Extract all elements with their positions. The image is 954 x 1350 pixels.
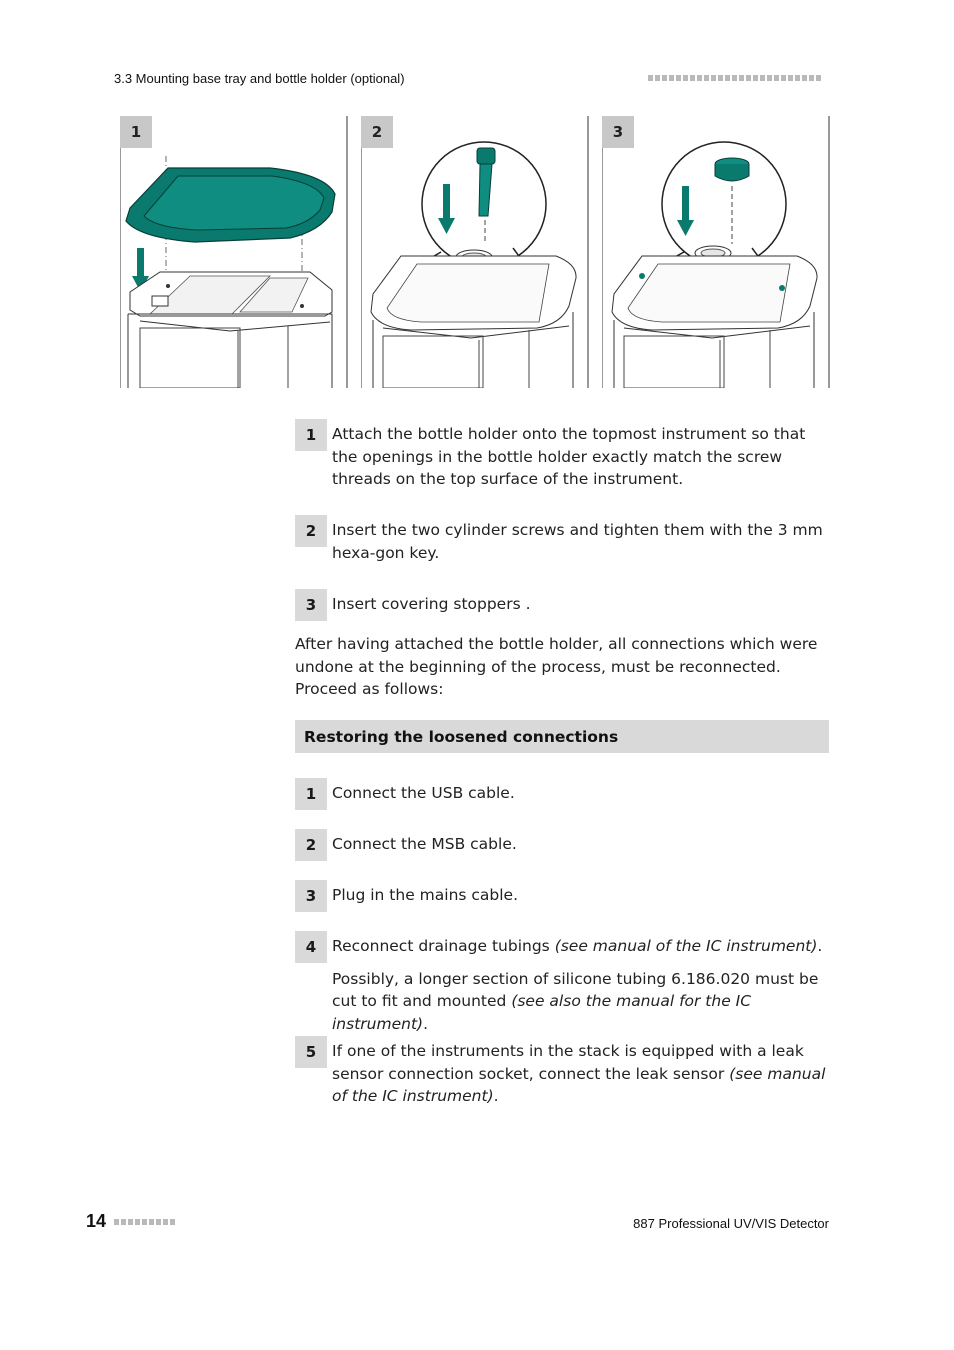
- step-item: [295, 931, 829, 1035]
- step-number: 1: [295, 778, 327, 810]
- illustration-covering-stoppers: [602, 116, 830, 388]
- step-text-tail: .: [817, 937, 823, 955]
- step-text: Insert the two cylinder screws and tighten them with the 3 mm hexa-gon key.: [332, 521, 823, 562]
- step-text: [332, 935, 829, 958]
- step-item: [295, 419, 829, 491]
- manual-reference: (see manual of the IC instrument): [332, 1064, 826, 1105]
- step-note: [332, 968, 829, 1036]
- step-item: [295, 515, 829, 564]
- section-heading: [295, 720, 829, 753]
- figure-panel-1: [120, 116, 348, 388]
- step-note-tail: .: [423, 1014, 428, 1033]
- step-item: [295, 589, 829, 621]
- step-number: 2: [295, 829, 327, 861]
- body-paragraph: After having attached the bottle holder, all connections which were undone at the beginning of the process, must be reconnected. Proceed as follows:: [295, 635, 818, 698]
- step-text: Connect the MSB cable.: [332, 835, 517, 853]
- page-number: 14: [86, 1211, 107, 1231]
- figure-panel-2: [361, 116, 589, 388]
- step-number: 4: [295, 931, 327, 963]
- figure-label: 2: [361, 116, 393, 148]
- step-item: [295, 880, 829, 912]
- step-text-main: Reconnect drainage tubings: [332, 937, 550, 955]
- running-header: 3.3 Mounting base tray and bottle holder (optional): [114, 71, 405, 86]
- step-number: 3: [295, 589, 327, 621]
- footer-decoration: [114, 1219, 175, 1225]
- step-text: Plug in the mains cable.: [332, 886, 519, 904]
- step-text: Insert covering stoppers .: [332, 595, 531, 613]
- step-text-main: If one of the instruments in the stack is equipped with a leak sensor connection socket, connect the leak sensor: [332, 1042, 804, 1083]
- step-item: [295, 829, 829, 861]
- step-text-tail: .: [493, 1087, 499, 1105]
- step-item: [295, 1036, 829, 1108]
- step-number: 3: [295, 880, 327, 912]
- product-name: 887 Professional UV/VIS Detector: [633, 1216, 829, 1231]
- figure-label: 1: [120, 116, 152, 148]
- step-text: Connect the USB cable.: [332, 784, 515, 802]
- figure-label: 3: [602, 116, 634, 148]
- step-number: 5: [295, 1036, 327, 1068]
- step-item: [295, 778, 829, 810]
- step-number: 2: [295, 515, 327, 547]
- illustration-attach-holder: [120, 116, 348, 388]
- figure-panel-3: [602, 116, 830, 388]
- step-note-main: Possibly, a longer section of silicone tubing 6.186.020 must be cut to fit and mounted: [332, 969, 819, 1010]
- step-number: 1: [295, 419, 327, 451]
- manual-reference: (see also the manual for the IC instrument): [332, 992, 752, 1033]
- manual-reference: (see manual of the IC instrument): [554, 937, 818, 955]
- step-text: [332, 1040, 829, 1108]
- section-title: Restoring the loosened connections: [304, 727, 619, 746]
- header-decoration: [648, 75, 821, 81]
- illustration-insert-screws: [361, 116, 589, 388]
- step-text: Attach the bottle holder onto the topmost instrument so that the openings in the bottle holder exactly match the screw threads on the top surface of the instrument.: [332, 425, 806, 488]
